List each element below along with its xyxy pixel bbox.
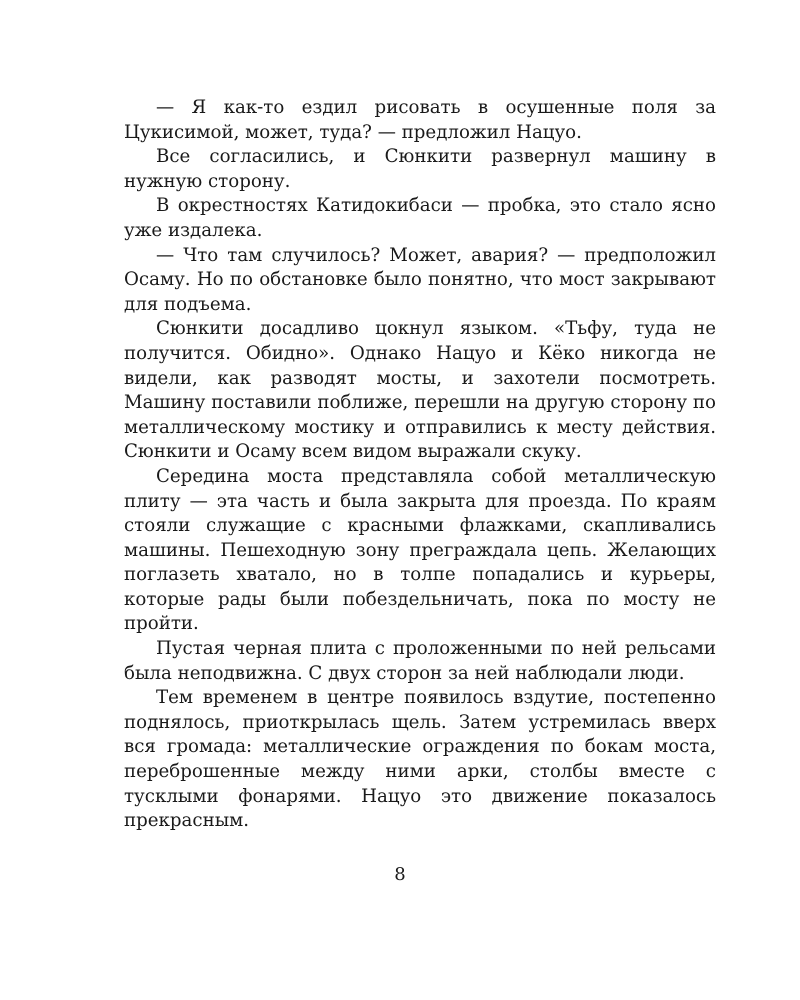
page-text — [124, 96, 716, 834]
paragraph: — Что там случилось? Может, авария? — предположил Осаму. Но по обстановке было понятно, что мост закрывают для подъема. — [124, 244, 716, 315]
paragraph: Сюнкити досадливо цокнул языком. «Тьфу, туда не получится. Обидно». Однако Нацуо и Кёко никогда не видели, как разводят мосты, и захотели посмотреть. Машину поставили поближе, перешли на другую сторону по металлическому мостику и отправились к месту действия. Сюнкити и Осаму всем видом выражали скуку. — [124, 318, 716, 463]
paragraph: Все согласились, и Сюнкити развернул машину в нужную сторону. — [124, 146, 716, 192]
paragraph: Тем временем в центре появилось вздутие, постепенно поднялось, приоткрылась щель. Затем устремилась вверх вся громада: металлические ограждения по бокам моста, переброшенные между ними арки, столбы вместе с тусклыми фонарями. Нацуо это движение показалось прекрасным. — [124, 687, 716, 832]
paragraph: Пустая черная плита с проложенными по ней рельсами была неподвижна. С двух сторон за ней наблюдали люди. — [124, 638, 716, 684]
paragraph: Середина моста представляла собой металлическую плиту — эта часть и была закрыта для проезда. По краям стояли служащие с красными флажками, скапливались машины. Пешеходную зону преграждала цепь. Желающих поглазеть хватало, но в толпе попадались и курьеры, которые рады были побездельничать, пока по мосту не пройти. — [124, 465, 716, 635]
paragraph: В окрестностях Катидокибаси — пробка, это стало ясно уже издалека. — [124, 195, 716, 241]
page-number: 8 — [394, 864, 406, 885]
paragraph: — Я как-то ездил рисовать в осушенные поля за Цукисимой, может, туда? — предложил Нацуо. — [124, 97, 716, 143]
